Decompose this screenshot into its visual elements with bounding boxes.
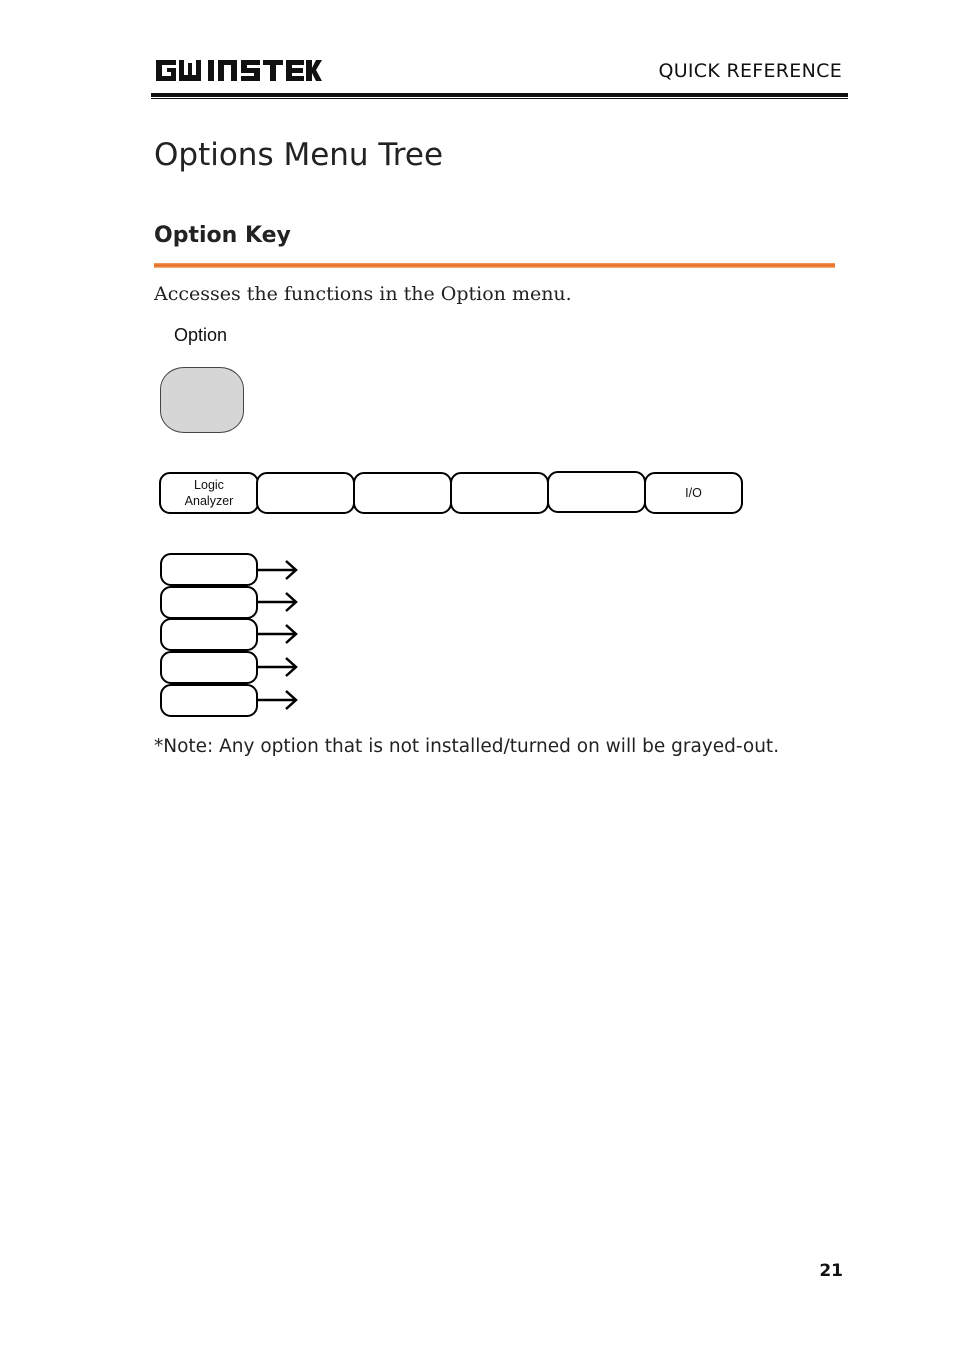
softkey-2 bbox=[256, 472, 355, 514]
header-section-label: QUICK REFERENCE bbox=[658, 60, 842, 82]
softkey-3 bbox=[353, 472, 452, 514]
note-text: *Note: Any option that is not installed/turned on will be grayed-out. bbox=[154, 736, 780, 757]
side-menu-key-1 bbox=[160, 553, 258, 586]
header-rule-thin bbox=[151, 98, 848, 99]
option-key-label: Option bbox=[174, 325, 228, 345]
softkey-io: I/O bbox=[644, 472, 743, 514]
softkey-logic-analyzer: Logic Analyzer bbox=[159, 472, 259, 514]
softkey-4 bbox=[450, 472, 549, 514]
arrow-right-icon bbox=[257, 690, 303, 710]
section-title: Option Key bbox=[154, 223, 291, 248]
arrow-right-icon bbox=[257, 560, 303, 580]
side-menu-key-3 bbox=[160, 618, 258, 651]
side-menu-key-2 bbox=[160, 586, 258, 619]
section-description: Accesses the functions in the Option menu. bbox=[154, 283, 572, 305]
arrow-right-icon bbox=[257, 624, 303, 644]
gw-instek-logo bbox=[154, 55, 324, 85]
arrow-right-icon bbox=[257, 592, 303, 612]
arrow-right-icon bbox=[257, 657, 303, 677]
side-menu-key-4 bbox=[160, 651, 258, 684]
option-key-button bbox=[160, 367, 244, 433]
header-rule bbox=[151, 93, 848, 97]
page-title: Options Menu Tree bbox=[154, 137, 444, 173]
page-number: 21 bbox=[819, 1261, 843, 1281]
softkey-5 bbox=[547, 471, 646, 513]
side-menu-key-5 bbox=[160, 684, 258, 717]
section-rule bbox=[154, 263, 835, 268]
